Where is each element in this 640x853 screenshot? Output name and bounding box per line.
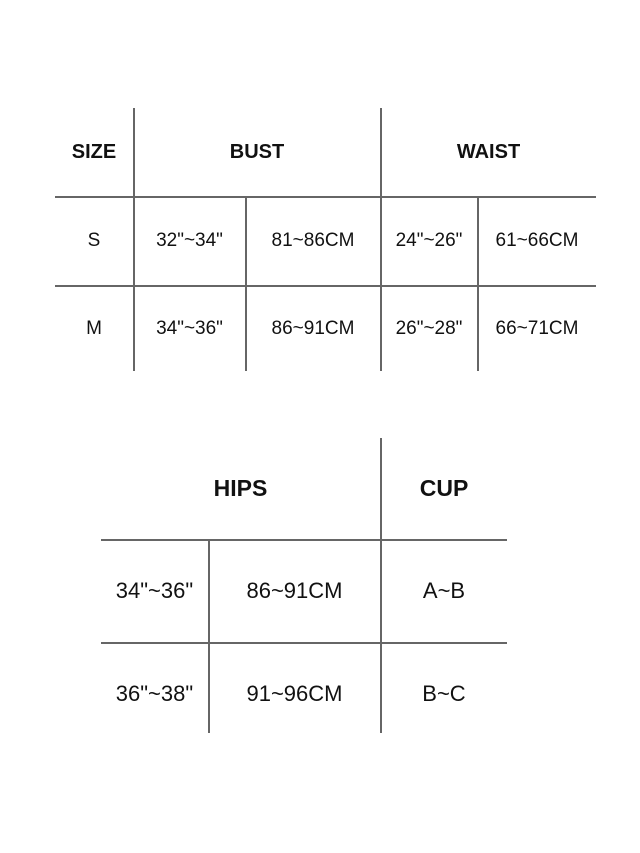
cell-hips-cm: 91~96CM xyxy=(246,681,343,706)
cell-bust-cm: 86~91CM xyxy=(271,318,355,339)
cell-bust-inches: 32"~34" xyxy=(156,230,223,251)
header-bust: BUST xyxy=(229,140,285,163)
header-size: SIZE xyxy=(71,140,117,163)
cell-waist-cm: 61~66CM xyxy=(495,230,579,251)
cell-waist-cm: 66~71CM xyxy=(495,318,579,339)
cell-cup: B~C xyxy=(422,681,466,706)
cell-bust-cm: 81~86CM xyxy=(271,230,355,251)
cell-waist-inches: 26"~28" xyxy=(395,318,463,339)
cell-cup: A~B xyxy=(422,578,466,603)
cell-hips-inches: 34"~36" xyxy=(115,578,194,603)
cell-size: S xyxy=(87,230,101,251)
cell-waist-inches: 24"~26" xyxy=(395,230,463,251)
cell-hips-inches: 36"~38" xyxy=(115,681,194,706)
header-cup: CUP xyxy=(419,475,469,501)
header-hips: HIPS xyxy=(213,475,268,501)
cell-hips-cm: 86~91CM xyxy=(246,578,343,603)
cell-size: M xyxy=(86,318,102,339)
header-waist: WAIST xyxy=(456,140,521,163)
cell-bust-inches: 34"~36" xyxy=(156,318,223,339)
